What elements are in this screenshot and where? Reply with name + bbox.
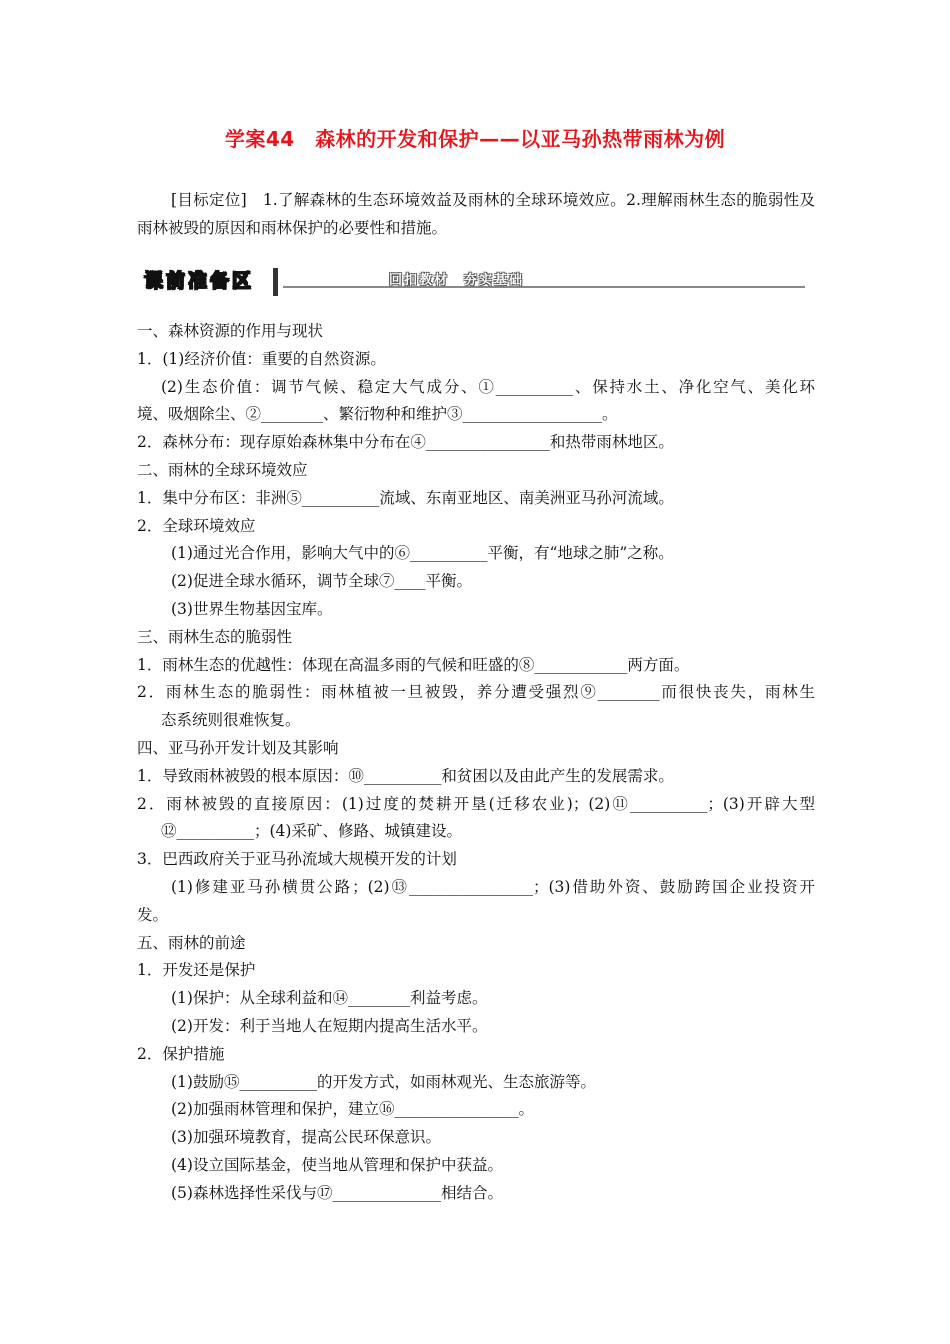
heading-1: 一、森林资源的作用与现状	[137, 322, 324, 340]
item-5-2-4: (4)设立国际基金，使当地从管理和保护中获益。	[171, 1155, 503, 1174]
item-2-2-1: (1)通过光合作用，影响大气中的⑥__________平衡，有“地球之肺”之称。	[171, 544, 674, 563]
item-2-2-2: (2)促进全球水循环，调节全球⑦____平衡。	[171, 572, 472, 591]
item-3-2: 2．雨林生态的脆弱性：雨林植被一旦被毁，养分遭受强烈⑨________而很快丧失，雨林生	[137, 683, 815, 702]
item-4-3: 3．巴西政府关于亚马孙流域大规模开发的计划	[137, 850, 457, 869]
heading-3: 三、雨林生态的脆弱性	[137, 627, 293, 646]
worksheet-body	[137, 318, 815, 1208]
item-5-2-1: (1)鼓励⑮__________的开发方式，如雨林观光、生态旅游等。	[171, 1072, 596, 1091]
heading-5: 五、雨林的前途	[137, 933, 246, 952]
item-4-2: 2．雨林被毁的直接原因：(1)过度的焚耕开垦(迁移农业)；(2)⑪__________；(3)开辟大型	[137, 794, 815, 813]
learning-goal: [目标定位] 1.了解森林的生态环境效益及雨林的全球环境效应。2.理解雨林生态的脆弱性及雨林被毁的原因和雨林保护的必要性和措施。	[137, 191, 815, 237]
item-4-3-1: (1)修建亚马孙横贯公路；(2)⑬________________；(3)借助外资、鼓励跨国企业投资开	[171, 877, 815, 896]
item-4-1: 1．导致雨林被毁的根本原因：⑩__________和贫困以及由此产生的发展需求。	[137, 766, 674, 785]
item-3-1: 1．雨林生态的优越性：体现在高温多雨的气候和旺盛的⑧____________两方面。	[137, 655, 690, 674]
item-5-2-5: (5)森林选择性采伐与⑰______________相结合。	[171, 1183, 503, 1202]
page-title: 学案44 森林的开发和保护——以亚马孙热带雨林为例	[224, 127, 726, 151]
item-5-1-2: (2)开发：利于当地人在短期内提高生活水平。	[171, 1016, 488, 1035]
item-1-1: 1．(1)经济价值：重要的自然资源。	[137, 349, 386, 368]
item-2-2-3: (3)世界生物基因宝库。	[171, 599, 333, 618]
banner-rule	[283, 286, 805, 288]
item-5-1: 1．开发还是保护	[137, 961, 256, 980]
heading-2: 二、雨林的全球环境效应	[137, 460, 308, 479]
item-2-2: 2．全球环境效应	[137, 516, 256, 535]
item-3-2-cont: 态系统则很难恢复。	[161, 711, 301, 730]
item-1-1-2: (2)生态价值：调节气候、稳定大气成分、①__________、保持水土、净化空气、美化环	[161, 377, 815, 396]
item-5-1-1: (1)保护：从全球利益和⑭________利益考虑。	[171, 989, 488, 1008]
section-banner	[137, 268, 807, 296]
item-5-2-3: (3)加强环境教育，提高公民环保意识。	[171, 1128, 441, 1147]
item-2-1: 1．集中分布区：非洲⑤__________流域、东南亚地区、南美洲亚马孙河流域。	[137, 488, 674, 507]
item-5-2: 2．保护措施	[137, 1044, 225, 1063]
banner-divider	[273, 268, 278, 296]
banner-tab: 课前准备区	[144, 270, 255, 292]
item-4-3-cont: 发。	[137, 905, 169, 924]
heading-4: 四、亚马孙开发计划及其影响	[137, 738, 339, 757]
item-1-1-2-cont: 境、吸烟除尘、②________、繁衍物种和维护③__________________。	[137, 405, 618, 424]
banner-subtitle: 回扣教材 夯实基础	[389, 273, 525, 288]
item-1-2: 2．森林分布：现存原始森林集中分布在④________________和热带雨林地区。	[137, 433, 674, 452]
item-4-2-cont: ⑫__________；(4)采矿、修路、城镇建设。	[161, 822, 462, 841]
item-5-2-2: (2)加强雨林管理和保护，建立⑯________________。	[171, 1100, 534, 1119]
